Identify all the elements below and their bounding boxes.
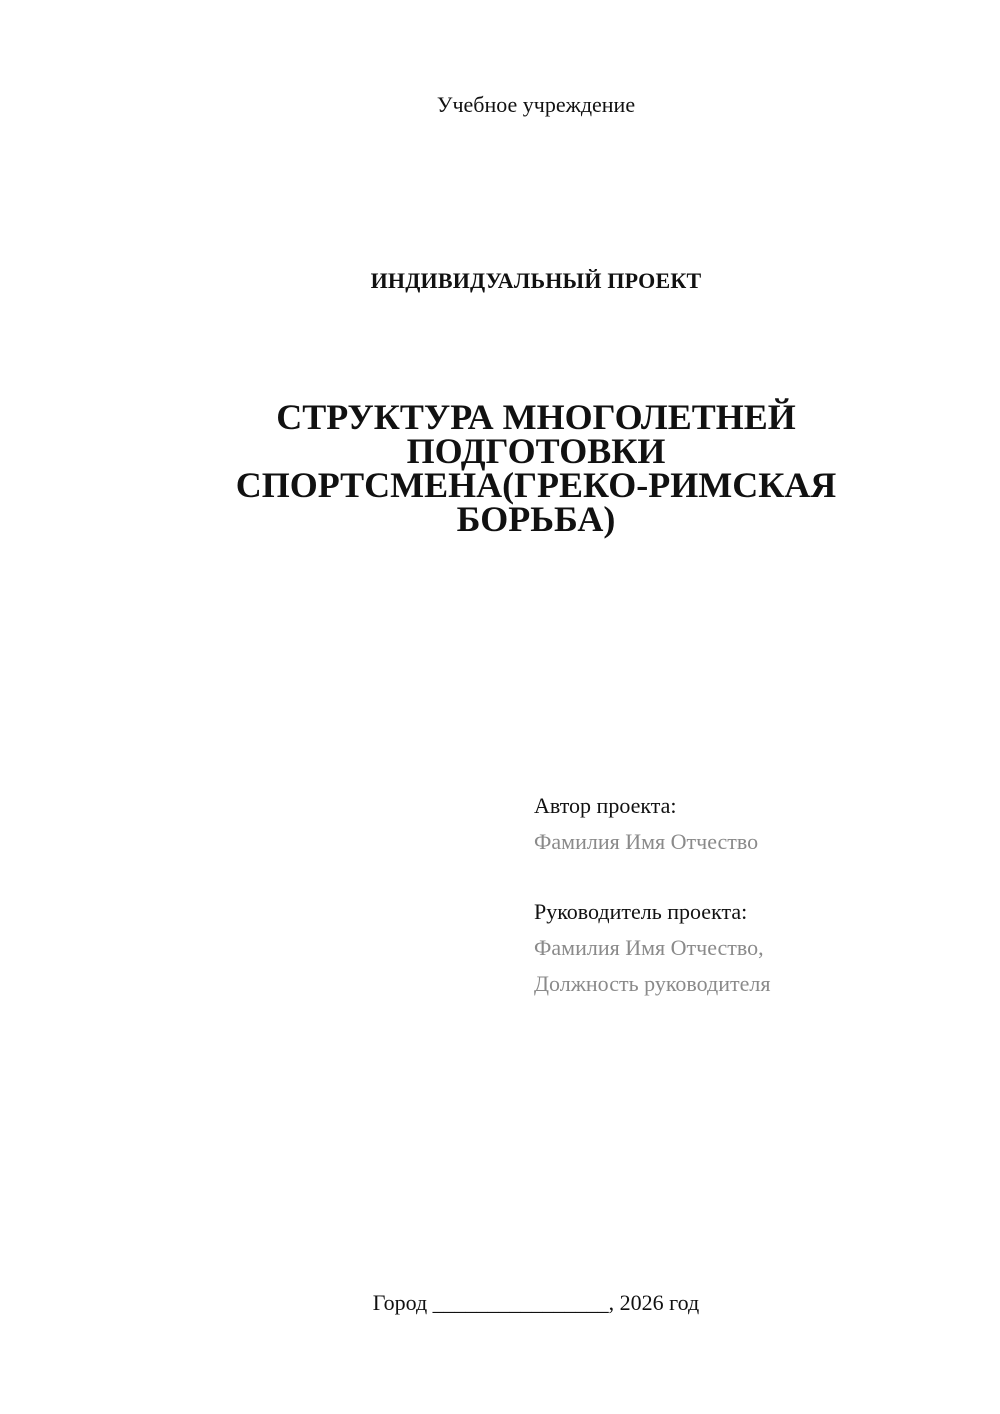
project-title-line: БОРЬБА) (456, 499, 616, 539)
supervisor-position-placeholder: Должность руководителя (534, 971, 771, 996)
authors-block (534, 788, 954, 1002)
author-name-placeholder: Фамилия Имя Отчество (534, 829, 759, 854)
project-title (200, 397, 872, 539)
spacer (534, 860, 954, 894)
institution-name: Учебное учреждение (436, 92, 636, 117)
supervisor-label: Руководитель проекта: (534, 899, 748, 924)
project-title-line: СТРУКТУРА МНОГОЛЕТНЕЙ (276, 397, 796, 437)
document-type: ИНДИВИДУАЛЬНЫЙ ПРОЕКТ (370, 268, 702, 293)
project-title-line: ПОДГОТОВКИ (406, 431, 666, 471)
author-label: Автор проекта: (534, 793, 677, 818)
supervisor-name-placeholder: Фамилия Имя Отчество, (534, 935, 764, 960)
project-title-line: СПОРТСМЕНА(ГРЕКО-РИМСКАЯ (235, 465, 837, 505)
city-year-line: Город ________________, 2026 год (372, 1290, 700, 1315)
